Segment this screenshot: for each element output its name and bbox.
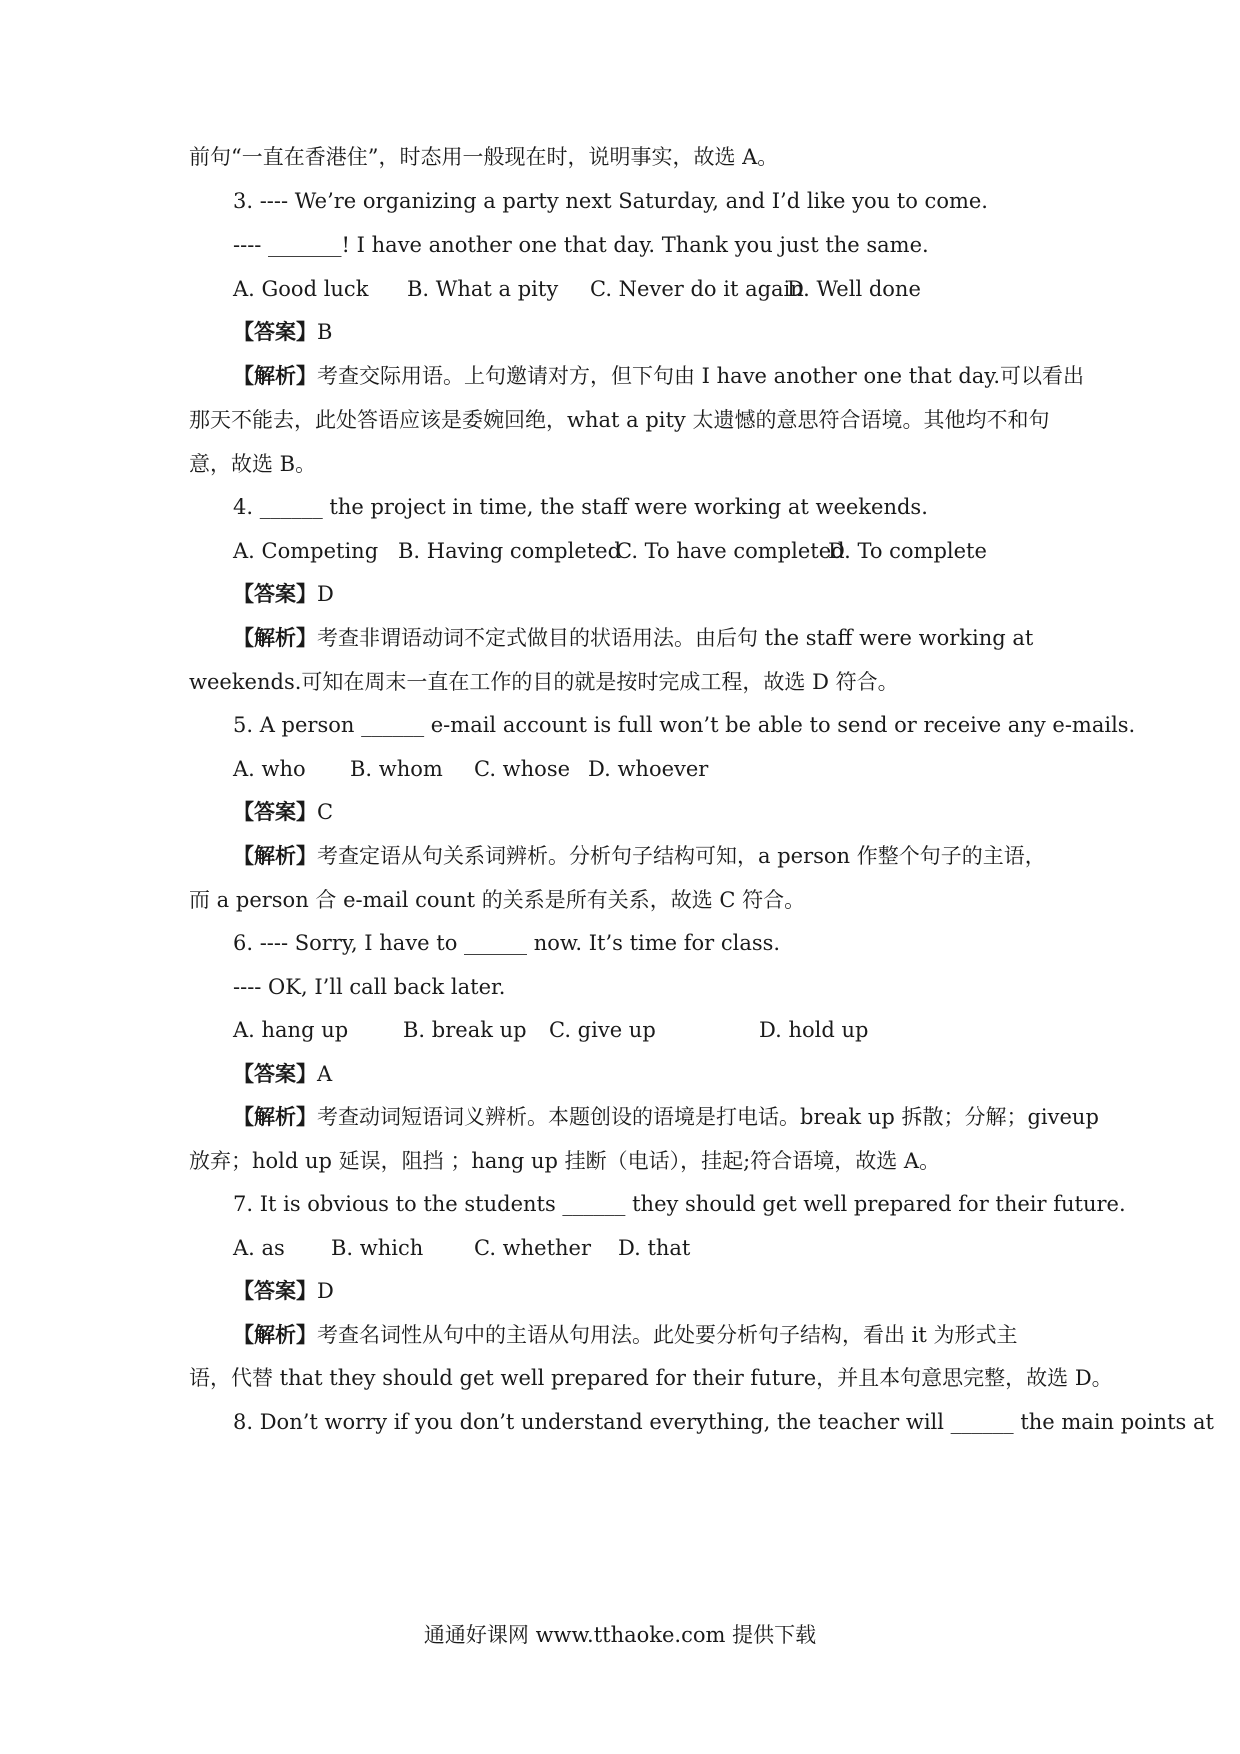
question-4: 4. ______ the project in time, the staff were working at weekends. (233, 495, 928, 519)
text-line: 放弃；hold up 延误，阻挡 ；hang up 挂断（电话），挂起;符合语境，故选 A。 (189, 1149, 941, 1173)
text-line: 意，故选 B。 (189, 452, 317, 476)
analysis-line (233, 361, 1084, 391)
analysis-line (233, 1102, 1099, 1132)
question-3-reply: ---- _______! I have another one that day. Thank you just the same. (233, 233, 929, 257)
option-d: D. Well done (787, 277, 921, 301)
answer-tag: 【答案】 (233, 319, 317, 344)
question-4-options (233, 536, 987, 566)
text-line: 而 a person 合 e-mail count 的关系是所有关系，故选 C 符合。 (189, 888, 806, 912)
answer-value: A (317, 1062, 333, 1086)
analysis-text: 考查动词短语词义辨析。本题创设的语境是打电话。break up 拆散；分解；giveup (317, 1105, 1099, 1129)
question-6-options (233, 1015, 868, 1045)
option-d: D. hold up (759, 1018, 869, 1042)
answer-tag: 【答案】 (233, 1278, 317, 1303)
analysis-line (233, 623, 1033, 653)
option-b: B. What a pity (407, 277, 559, 301)
text-line: 语，代替 that they should get well prepared for their future，并且本句意思完整，故选 D。 (189, 1366, 1113, 1390)
option-b: B. Having completed (398, 539, 622, 563)
question-6-reply: ---- OK, I’ll call back later. (233, 975, 506, 999)
answer-value: D (317, 1279, 334, 1303)
answer-line (233, 1276, 334, 1306)
analysis-tag: 【解析】 (233, 625, 317, 650)
analysis-tag: 【解析】 (233, 843, 317, 868)
option-b: B. whom (350, 757, 443, 781)
option-a: A. who (233, 757, 306, 781)
analysis-tag: 【解析】 (233, 363, 317, 388)
option-a: A. as (233, 1236, 285, 1260)
option-c: C. To have completed (616, 539, 845, 563)
analysis-tag: 【解析】 (233, 1104, 317, 1129)
question-8: 8. Don’t worry if you don’t understand everything, the teacher will ______ the main points at (233, 1410, 1214, 1434)
analysis-tag: 【解析】 (233, 1322, 317, 1347)
answer-line (233, 579, 334, 609)
answer-tag: 【答案】 (233, 581, 317, 606)
answer-line (233, 1059, 332, 1089)
question-6: 6. ---- Sorry, I have to ______ now. It’s time for class. (233, 931, 781, 955)
answer-value: C (317, 800, 334, 824)
option-a: A. Competing (233, 539, 379, 563)
option-c: C. whether (474, 1236, 592, 1260)
page-footer: 通通好课网 www.tthaoke.com 提供下载 (423, 1623, 817, 1647)
option-a: A. Good luck (233, 277, 369, 301)
option-d: D. To complete (828, 539, 987, 563)
option-b: B. which (331, 1236, 424, 1260)
question-5-options (233, 754, 708, 784)
option-d: D. whoever (588, 757, 709, 781)
option-c: C. whose (474, 757, 571, 781)
answer-value: D (317, 582, 334, 606)
analysis-text: 考查交际用语。上句邀请对方，但下句由 I have another one that day.可以看出 (317, 364, 1085, 388)
option-d: D. that (618, 1236, 691, 1260)
analysis-text: 考查非谓语动词不定式做目的状语用法。由后句 the staff were working at (317, 626, 1034, 650)
text-line: 那天不能去，此处答语应该是委婉回绝，what a pity 太遗憾的意思符合语境。其他均不和句 (189, 408, 1050, 432)
analysis-line (233, 1320, 1018, 1350)
option-c: C. give up (549, 1018, 656, 1042)
answer-tag: 【答案】 (233, 1061, 317, 1086)
text-line: weekends.可知在周末一直在工作的目的就是按时完成工程，故选 D 符合。 (189, 670, 899, 694)
question-5: 5. A person ______ e-mail account is full won’t be able to send or receive any e-mails. (233, 713, 1136, 737)
analysis-text: 考查定语从句关系词辨析。分析句子结构可知，a person 作整个句子的主语， (317, 844, 1046, 868)
text-line: 前句“一直在香港住”，时态用一般现在时，说明事实，故选 A。 (189, 145, 779, 169)
question-3-options (233, 274, 921, 304)
answer-tag: 【答案】 (233, 799, 317, 824)
answer-line (233, 797, 333, 827)
question-7: 7. It is obvious to the students ______ they should get well prepared for their future. (233, 1192, 1126, 1216)
analysis-text: 考查名词性从句中的主语从句用法。此处要分析句子结构，看出 it 为形式主 (317, 1323, 1018, 1347)
question-3: 3. ---- We’re organizing a party next Saturday, and I’d like you to come. (233, 189, 988, 213)
option-a: A. hang up (233, 1018, 349, 1042)
answer-value: B (317, 320, 333, 344)
option-c: C. Never do it again (590, 277, 804, 301)
answer-line (233, 317, 332, 347)
question-7-options (233, 1233, 690, 1263)
option-b: B. break up (403, 1018, 527, 1042)
analysis-line (233, 841, 1046, 871)
